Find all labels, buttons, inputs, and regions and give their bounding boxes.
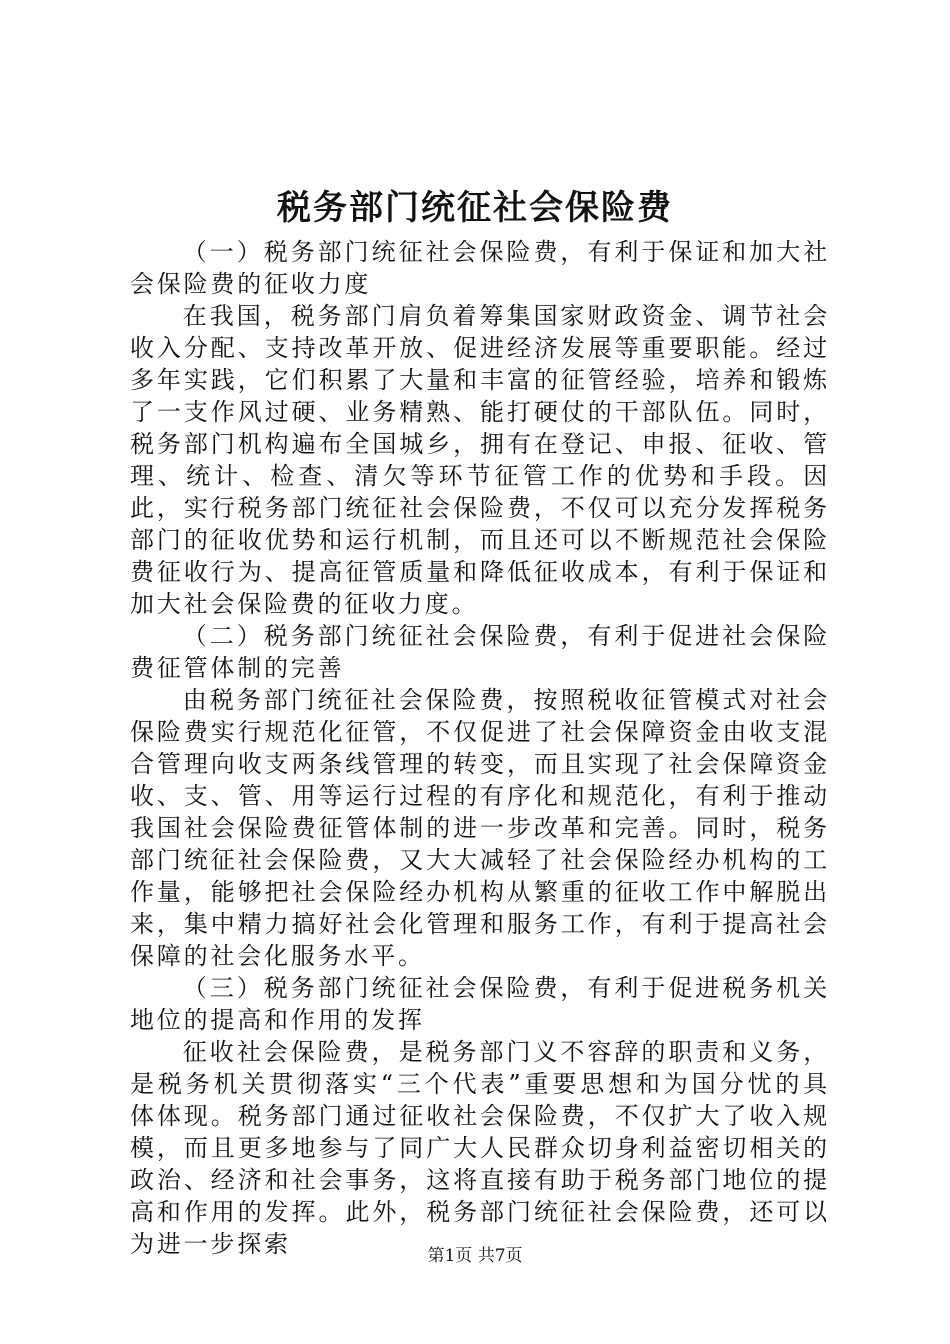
page-footer: 第1页 共7页: [427, 1246, 523, 1266]
section-heading-1: （一）税务部门统征社会保险费，有利于保证和加大社会保险费的征收力度: [130, 238, 830, 298]
paragraph-2: 由税务部门统征社会保险费，按照税收征管模式对社会保险费实行规范化征管，不仅促进了社会保障资金由收支混合管理向收支两条线管理的转变，而且实现了社会保障资金收、支、管、用等运行过程的有序化和规范化，有利于推动我国社会保险费征管体制的进一步改革和完善。同时，税务部门统征社会保险费，又大大减轻了社会保险经办机构的工作量，能够把社会保险经办机构从繁重的征收工作中解脱出来，集中精力搞好社会化管理和服务工作，有利于提高社会保障的社会化服务水平。: [130, 686, 830, 970]
section-heading-2: （二）税务部门统征社会保险费，有利于促进社会保险费征管体制的完善: [130, 622, 830, 682]
paragraph-1: 在我国，税务部门肩负着筹集国家财政资金、调节社会收入分配、支持改革开放、促进经济发展等重要职能。经过多年实践，它们积累了大量和丰富的征管经验，培养和锻炼了一支作风过硬、业务精熟、能打硬仗的干部队伍。同时，税务部门机构遍布全国城乡，拥有在登记、申报、征收、管理、统计、检查、清欠等环节征管工作的优势和手段。因此，实行税务部门统征社会保险费，不仅可以充分发挥税务部门的征收优势和运行机制，而且还可以不断规范社会保险费征收行为、提高征管质量和降低征收成本，有利于保证和加大社会保险费的征收力度。: [130, 302, 830, 618]
section-heading-3: （三）税务部门统征社会保险费，有利于促进税务机关地位的提高和作用的发挥: [130, 974, 830, 1034]
document-body: [130, 236, 830, 1260]
document-title: 税务部门统征社会保险费: [277, 188, 673, 228]
paragraph-3: 征收社会保险费，是税务部门义不容辞的职责和义务，是税务机关贯彻落实“三个代表”重要思想和为国分忧的具体体现。税务部门通过征收社会保险费，不仅扩大了收入规模，而且更多地参与了同广大人民群众切身利益密切相关的政治、经济和社会事务，这将直接有助于税务部门地位的提高和作用的发挥。此外，税务部门统征社会保险费，还可以为进一步探索: [130, 1038, 830, 1258]
